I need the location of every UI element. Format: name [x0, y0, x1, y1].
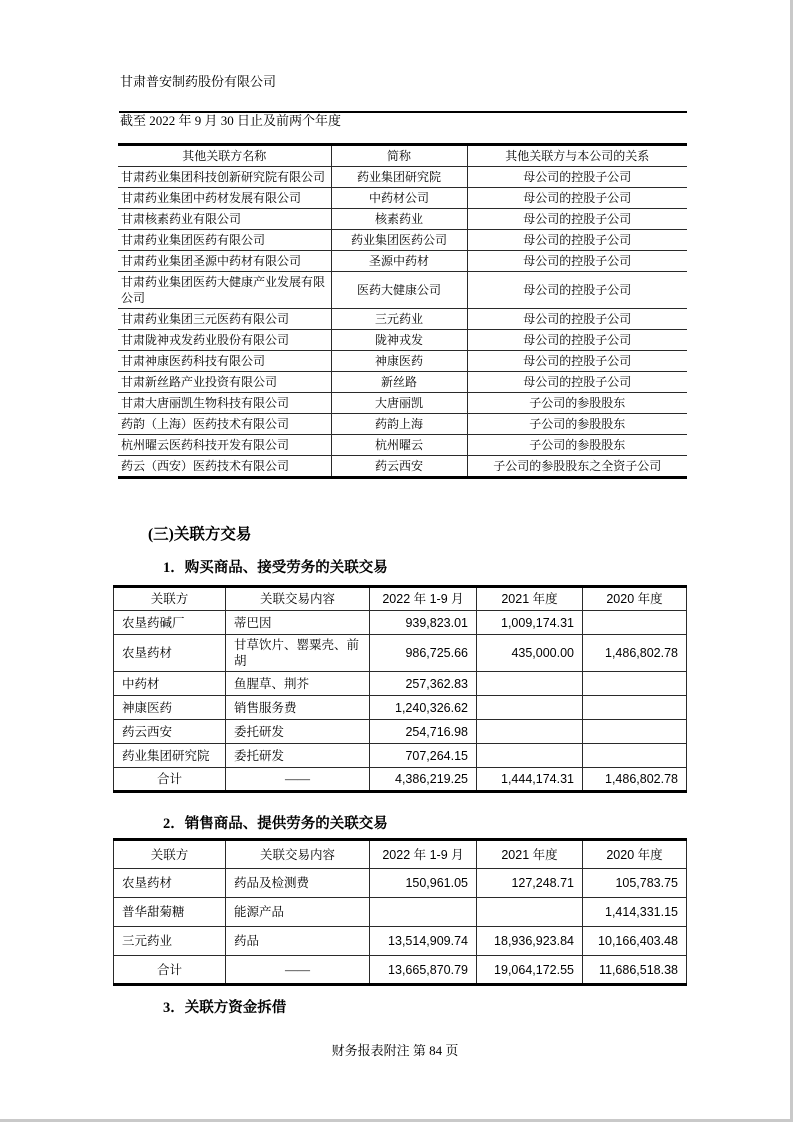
sales-section-heading: 2．销售商品、提供劳务的关联交易 [163, 816, 388, 832]
related-parties-table [118, 143, 687, 479]
table-cell [477, 898, 583, 927]
table-cell: 母公司的控股子公司 [467, 272, 687, 309]
table-cell: 母公司的控股子公司 [467, 209, 687, 230]
table-cell: 18,936,923.84 [477, 927, 583, 956]
column-header: 其他关联方名称 [118, 145, 331, 167]
table-cell: 子公司的参股股东之全资子公司 [467, 456, 687, 478]
total-label: 合计 [114, 956, 226, 985]
table-row [114, 869, 687, 898]
table-cell: 甘肃药业集团中药材发展有限公司 [118, 188, 331, 209]
table-cell: 药云西安 [114, 720, 226, 744]
table-row [118, 167, 687, 188]
table-cell: 母公司的控股子公司 [467, 230, 687, 251]
table-cell: 母公司的控股子公司 [467, 330, 687, 351]
table-cell: 1,486,802.78 [583, 768, 687, 792]
table-cell: 中药材 [114, 672, 226, 696]
table-row [114, 744, 687, 768]
table-cell: 大唐丽凯 [331, 393, 467, 414]
table-cell: 435,000.00 [477, 635, 583, 672]
purchase-table-wrap [113, 585, 687, 793]
table-cell: 陇神戎发 [331, 330, 467, 351]
table-cell [477, 672, 583, 696]
table-cell: 药韵（上海）医药技术有限公司 [118, 414, 331, 435]
table-cell: 三元药业 [114, 927, 226, 956]
table-cell: 13,514,909.74 [370, 927, 477, 956]
table-cell: 4,386,219.25 [370, 768, 477, 792]
table-cell: 委托研发 [226, 744, 370, 768]
table-cell: 药业集团医药公司 [331, 230, 467, 251]
total-row [114, 768, 687, 792]
column-header: 关联交易内容 [226, 840, 370, 869]
table-cell: 鱼腥草、荆芥 [226, 672, 370, 696]
table-row [118, 230, 687, 251]
company-name: 甘肃普安制药股份有限公司 [120, 73, 277, 89]
table-cell: 1,240,326.62 [370, 696, 477, 720]
table-cell: 子公司的参股股东 [467, 435, 687, 456]
table-cell: 子公司的参股股东 [467, 393, 687, 414]
table-cell: 医药大健康公司 [331, 272, 467, 309]
purchase-section-heading: 1．购买商品、接受劳务的关联交易 [163, 560, 388, 576]
table-cell: 甘草饮片、罂粟壳、前胡 [226, 635, 370, 672]
table-cell: 甘肃药业集团医药大健康产业发展有限公司 [118, 272, 331, 309]
column-header: 2020 年度 [583, 587, 687, 611]
table-cell: 甘肃药业集团三元医药有限公司 [118, 309, 331, 330]
table-cell: 11,686,518.38 [583, 956, 687, 985]
table-cell: 甘肃神康医药科技有限公司 [118, 351, 331, 372]
table-cell: 150,961.05 [370, 869, 477, 898]
table-row [114, 696, 687, 720]
sales-table-wrap [113, 838, 687, 986]
table-cell: 神康医药 [331, 351, 467, 372]
table-cell: 1,444,174.31 [477, 768, 583, 792]
table-cell [583, 611, 687, 635]
table-cell: 药业集团研究院 [114, 744, 226, 768]
table-cell: 707,264.15 [370, 744, 477, 768]
table-cell [477, 720, 583, 744]
table-cell: 甘肃核素药业有限公司 [118, 209, 331, 230]
table-cell [583, 696, 687, 720]
table-row [114, 635, 687, 672]
column-header: 关联交易内容 [226, 587, 370, 611]
table-cell: 母公司的控股子公司 [467, 351, 687, 372]
table-cell: 农垦药碱厂 [114, 611, 226, 635]
table-cell: 257,362.83 [370, 672, 477, 696]
table-cell [370, 898, 477, 927]
table-cell [583, 720, 687, 744]
table-cell: 农垦药材 [114, 869, 226, 898]
table-row [118, 351, 687, 372]
table-cell: 甘肃药业集团圣源中药材有限公司 [118, 251, 331, 272]
report-period: 截至 2022 年 9 月 30 日止及前两个年度 [120, 112, 342, 128]
column-header: 关联方 [114, 840, 226, 869]
table-cell: 三元药业 [331, 309, 467, 330]
table-cell: 普华甜菊糖 [114, 898, 226, 927]
table-row [118, 456, 687, 478]
column-header: 2022 年 1-9 月 [370, 840, 477, 869]
table-row [118, 393, 687, 414]
column-header: 关联方 [114, 587, 226, 611]
total-label: 合计 [114, 768, 226, 792]
table-cell: 杭州曜云 [331, 435, 467, 456]
table-row [118, 272, 687, 309]
table-cell: 254,716.98 [370, 720, 477, 744]
table-header-row [114, 587, 687, 611]
column-header: 2022 年 1-9 月 [370, 587, 477, 611]
table-cell: 药业集团研究院 [331, 167, 467, 188]
table-row [118, 209, 687, 230]
column-header: 2021 年度 [477, 840, 583, 869]
table-cell: 母公司的控股子公司 [467, 251, 687, 272]
sales-transactions-table [113, 838, 687, 986]
total-row [114, 956, 687, 985]
table-cell: 圣源中药材 [331, 251, 467, 272]
table-cell: 神康医药 [114, 696, 226, 720]
table-row [118, 372, 687, 393]
table-row [114, 672, 687, 696]
table-row [114, 898, 687, 927]
table-cell: 新丝路 [331, 372, 467, 393]
table-cell: 杭州曜云医药科技开发有限公司 [118, 435, 331, 456]
table-cell: 母公司的控股子公司 [467, 309, 687, 330]
table-header-row [114, 840, 687, 869]
table-cell: 13,665,870.79 [370, 956, 477, 985]
table-cell: 蒂巴因 [226, 611, 370, 635]
column-header: 2020 年度 [583, 840, 687, 869]
table-cell: 药云西安 [331, 456, 467, 478]
table-cell: 母公司的控股子公司 [467, 167, 687, 188]
column-header: 其他关联方与本公司的关系 [467, 145, 687, 167]
table-cell: 药品及检测费 [226, 869, 370, 898]
table-header-row [118, 145, 687, 167]
table-cell: 甘肃新丝路产业投资有限公司 [118, 372, 331, 393]
table-cell: 1,009,174.31 [477, 611, 583, 635]
table-cell: 药云（西安）医药技术有限公司 [121, 459, 290, 473]
table-cell: 销售服务费 [226, 696, 370, 720]
related-parties-table-wrap [118, 143, 687, 479]
table-cell: 甘肃陇神戎发药业股份有限公司 [118, 330, 331, 351]
table-cell: 19,064,172.55 [477, 956, 583, 985]
table-cell: 甘肃药业集团科技创新研究院有限公司 [118, 167, 331, 188]
table-cell: 能源产品 [226, 898, 370, 927]
table-cell: 127,248.71 [477, 869, 583, 898]
table-cell: 甘肃药业集团医药有限公司 [118, 230, 331, 251]
table-cell: 子公司的参股股东 [467, 414, 687, 435]
table-row [114, 611, 687, 635]
table-cell: 1,414,331.15 [583, 898, 687, 927]
table-cell [477, 696, 583, 720]
loan-section-heading: 3．关联方资金拆借 [163, 1000, 287, 1016]
table-row [118, 414, 687, 435]
table-cell: 母公司的控股子公司 [467, 372, 687, 393]
table-cell: 1,486,802.78 [583, 635, 687, 672]
table-cell: 986,725.66 [370, 635, 477, 672]
table-cell: 药品 [226, 927, 370, 956]
table-cell [583, 672, 687, 696]
table-cell: 甘肃大唐丽凯生物科技有限公司 [118, 393, 331, 414]
section-heading-related-transactions: (三)关联方交易 [148, 526, 252, 543]
table-row [118, 188, 687, 209]
table-cell: —— [226, 768, 370, 792]
purchase-transactions-table [113, 585, 687, 793]
header-rule [119, 111, 687, 113]
table-cell [583, 744, 687, 768]
table-row [118, 309, 687, 330]
table-cell: 母公司的控股子公司 [467, 188, 687, 209]
table-cell: 农垦药材 [114, 635, 226, 672]
table-cell [477, 744, 583, 768]
table-row [118, 330, 687, 351]
table-cell: 10,166,403.48 [583, 927, 687, 956]
column-header: 简称 [331, 145, 467, 167]
table-cell: 中药材公司 [331, 188, 467, 209]
table-row [118, 435, 687, 456]
table-cell: 939,823.01 [370, 611, 477, 635]
table-cell: 委托研发 [226, 720, 370, 744]
table-row [114, 720, 687, 744]
table-cell: 核素药业 [331, 209, 467, 230]
table-cell: —— [226, 956, 370, 985]
table-row [114, 927, 687, 956]
table-cell: 105,783.75 [583, 869, 687, 898]
table-cell: 药韵上海 [331, 414, 467, 435]
table-row [118, 251, 687, 272]
column-header: 2021 年度 [477, 587, 583, 611]
page-footer: 财务报表附注 第 84 页 [331, 1043, 459, 1058]
